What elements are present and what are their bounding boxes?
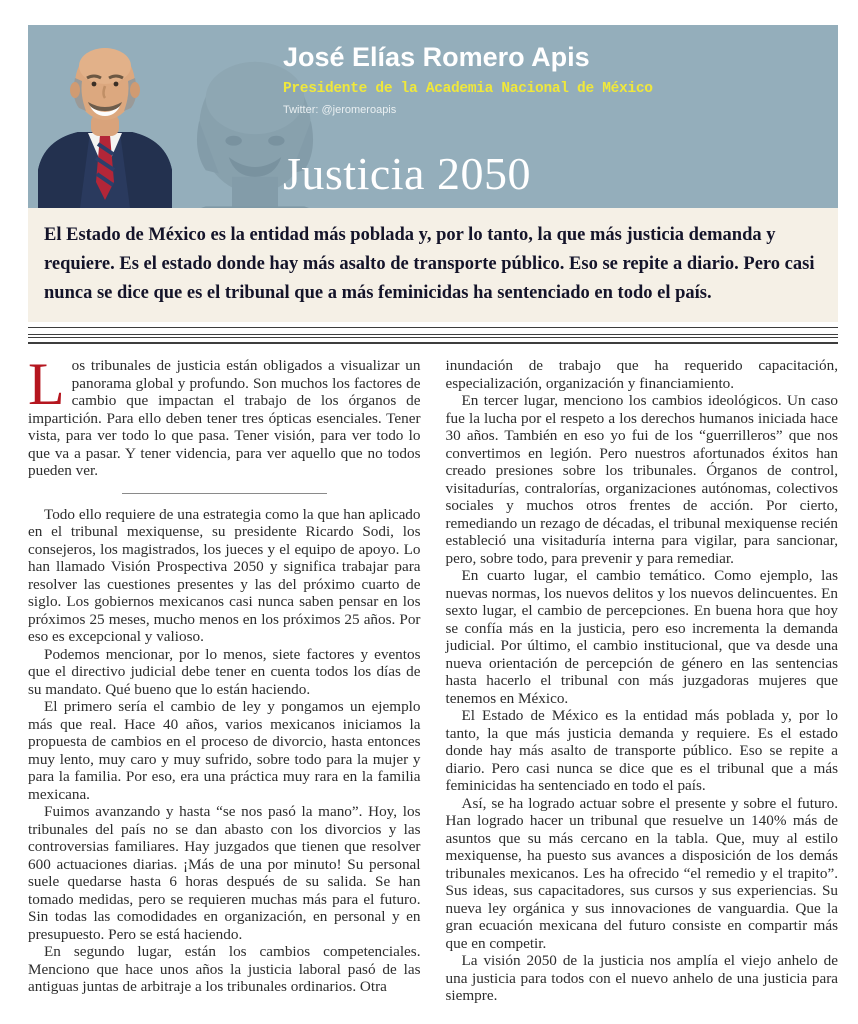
- column-right: [446, 357, 839, 1005]
- column-left: [28, 351, 421, 1005]
- paragraph: En tercer lugar, menciono los cambios ideológicos. Un caso fue la lucha por el respeto a los derechos humanos iniciada hace 30 años. También en eso yo fui de los “guerrilleros” que nos convertimos en legión. Pero nuestros afortunados éxitos han creado presiones sobre los tribunales. Órganos de control, visitadurías, contralorías, organizaciones autónomas, colectivos sociales y muchos otros frentes de acción. Por cierto, remediando un rezago de décadas, el tribunal mexiquense recién estableció una visitaduría interna para vigilar, para sancionar, pero, sobre todo, para prevenir y para remediar.: [445, 392, 838, 567]
- paragraph-continuation: inundación de trabajo que ha requerido capacitación, especialización, organización y financiamiento.: [445, 357, 838, 392]
- paragraph-lead: [28, 351, 421, 480]
- rule-line: [28, 342, 838, 344]
- header-text-block: [283, 43, 653, 116]
- twitter-handle: Twitter: @jeromeroapis: [283, 103, 397, 116]
- paragraph: En segundo lugar, están los cambios competenciales. Menciono que hace unos años la justicia laboral pasó de las antiguas juntas de arbitraje a los tribunales ordinarios. Otra: [28, 943, 421, 995]
- pull-quote-box: [28, 208, 838, 322]
- rule-line: [28, 334, 838, 335]
- author-name: José Elías Romero Apis: [283, 42, 590, 72]
- paragraph-lead-text: os tribunales de justicia están obligados a visualizar un panorama global y profundo. Son muchos los factores de cambio que impactan el trabajo de los órganos de impartición. Para ello deben tener tres ópticas esenciales. Tener vista, para ver todo lo que pasa. Tener visión, para ver todo lo que va a pasar. Y tener videncia, para ver aquello que no todos pueden ver.: [28, 357, 421, 479]
- paragraph: La visión 2050 de la justicia nos amplía el viejo anhelo de una justicia para todos con el nuevo anhelo de una justicia para siempre.: [445, 952, 838, 1004]
- author-photo: [30, 32, 180, 208]
- separator-rules: [28, 327, 838, 344]
- rule-line: [28, 327, 838, 328]
- paragraph: El primero sería el cambio de ley y pongamos un ejemplo más que real. Hace 40 años, varios mexicanos iniciamos la propuesta de cambios en el proceso de divorcio, hasta entonces muy lento, muy caro y muy sufrido, sobre todo para la mujer y para la familia. Por eso, era una práctica muy rara en la familia mexicana.: [28, 698, 421, 803]
- article-title: Justicia 2050: [283, 148, 531, 199]
- paragraph: Todo ello requiere de una estrategia como la que han aplicado en el tribunal mexiquense, su presidente Ricardo Sodi, los consejeros, los magistrados, los jueces y el equipo de apoyo. Lo han llamado Visión Prospectiva 2050 y significa trabajar para resolver las cuestiones presentes y las del próximo cuarto de siglo. Los gobiernos mexicanos casi nunca saben pensar en los próximos 25 meses, mucho menos en los próximos 25 años. Por eso es excepcional y valioso.: [28, 505, 421, 645]
- author-title: Presidente de la Academia Nacional de México: [283, 80, 653, 97]
- section-divider: [122, 493, 327, 494]
- article-body: [28, 351, 838, 1005]
- article-header: [28, 25, 838, 208]
- pull-quote-text: El Estado de México es la entidad más poblada y, por lo tanto, la que más justicia demanda y requiere. Es el estado donde hay más asalto de transporte público. Eso se repite a diario. Pero casi nunca se dice que es el tribunal que a más feminicidas ha sentenciado en todo el país.: [44, 225, 815, 303]
- rule-line: [28, 337, 838, 338]
- paragraph: En cuarto lugar, el cambio temático. Como ejemplo, las nuevas normas, los nuevos delitos y los nuevos delincuentes. En sexto lugar, el cambio de percepciones. En buena hora que hoy se confía más en la justicia, pero eso incrementa la demanda judicial. Por último, el cambio institucional, que va desde una nueva orientación de percepción de género en las sentencias hasta hacerlo el tribunal con más juzgadoras mujeres que tenemos en México.: [445, 567, 838, 707]
- paragraph: Podemos mencionar, por lo menos, siete factores y eventos que el directivo judicial debe tener en cuenta todos los días de su mandato. Qué bueno que lo están haciendo.: [28, 645, 421, 698]
- paragraph: Fuimos avanzando y hasta “se nos pasó la mano”. Hoy, los tribunales del país no se dan abasto con los divorcios y las controversias familiares. Hay juzgados que tienen que resolver 600 actuaciones diarias. ¡Más de una por minuto! Su personal suele quedarse hasta 6 horas después de su salida. Se han tomado medidas, pero se requieren muchas más para el futuro. Sin todas las comodidades en organización, en personal y en presupuesto. Pero se está haciendo.: [28, 803, 421, 943]
- drop-cap: L: [28, 351, 65, 417]
- paragraph: Así, se ha logrado actuar sobre el presente y sobre el futuro. Han logrado hacer un tribunal que resuelve un 140% más de asuntos que su más cercano en la tabla. Que, muy al estilo mexiquense, ha puesto sus avances a disposición de los demás tribunales mexicanos. Les ha ofrecido “el remedio y el trapito”. Sus ideas, sus capacitadores, sus cursos y sus experiencias. Su nueva ley orgánica y sus innovaciones de vanguardia. Que la gran ecuación mexicana del futuro consiste en compartir más que en competir.: [445, 794, 838, 952]
- paragraph: El Estado de México es la entidad más poblada y, por lo tanto, la que más justicia demanda y requiere. Es el estado donde hay más asalto de transporte público. Eso se repite a diario. Pero casi nunca se dice que es el tribunal que a más feminicidas ha sentenciado en todo el país.: [445, 707, 838, 794]
